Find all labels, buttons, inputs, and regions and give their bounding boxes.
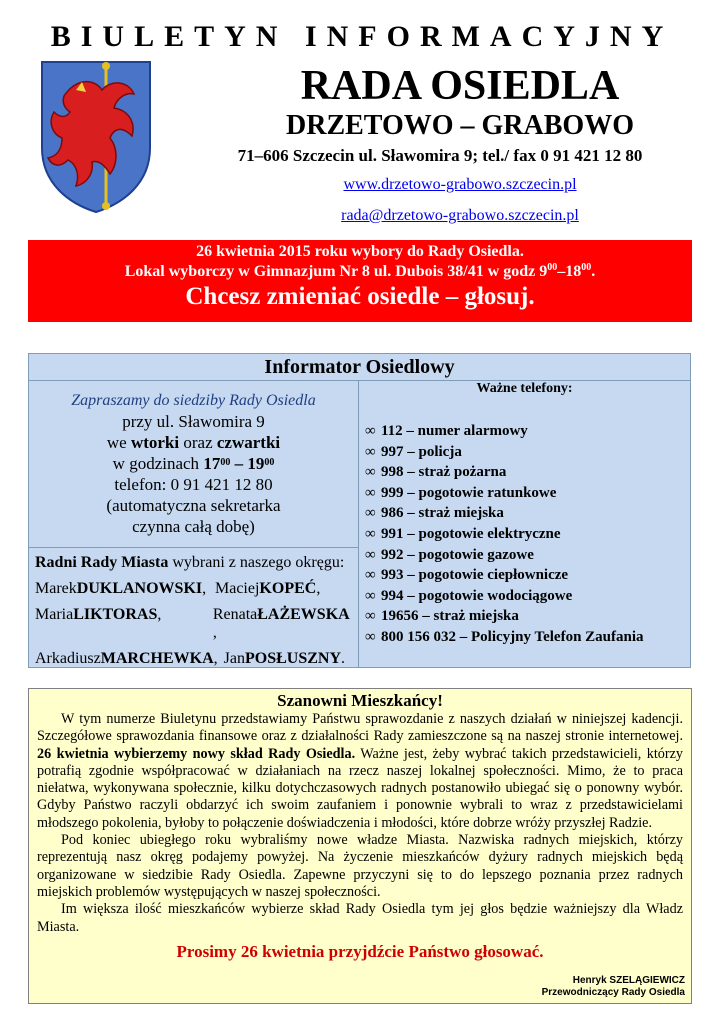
days-mid: oraz (179, 433, 217, 452)
councillor-row (35, 650, 352, 668)
councillors-heading-bold: Radni Rady Miasta (35, 554, 169, 571)
signature-name: Henryk SZELĄGIEWICZ (572, 975, 685, 986)
election-date-line: 26 kwietnia 2015 roku wybory do Rady Osiedla. (196, 243, 524, 260)
phone-item: ∞ 993 – pogotowie ciepłownicze (365, 565, 690, 586)
letter-salutation: Szanowni Mieszkańcy! (277, 691, 443, 710)
phone-item: ∞ 986 – straż miejska (365, 503, 690, 524)
polling-station-text: Lokal wyborczy w Gimnazjum Nr 8 ul. Dubois 38/41 w godz 9 (124, 263, 548, 280)
councillor-row (35, 580, 352, 598)
infinity-bullet-icon: ∞ (365, 587, 376, 604)
hour-dash: – (230, 454, 248, 473)
councillors-heading-rest: wybrani z naszego okręgu: (168, 554, 345, 571)
councillor-name: MarekDUKLANOWSKI, (35, 580, 207, 597)
infinity-bullet-icon: ∞ (365, 567, 376, 584)
hour-to-sup: 00 (264, 457, 275, 468)
infinity-bullet-icon: ∞ (365, 608, 376, 625)
office-invitation: Zapraszamy do siedziby Rady Osiedla (71, 392, 316, 409)
phone-item: ∞ 112 – numer alarmowy (365, 421, 690, 442)
contact-address: 71–606 Szczecin ul. Sławomira 9; tel./ fax 0 91 421 12 80 (237, 146, 643, 165)
election-banner (28, 240, 692, 322)
signature-block (542, 975, 685, 999)
p1-text-b: Ważne jest, żeby wybrać takich przedstawicieli, którzy potrafią zgodnie współpracować w działaniach na rzecz naszej lokalnej społeczności. Mimo, że to praca niełatwa, wykonywana społecznie, kilku dotychczasowych radnych postanowiło ubiegać się o ponowny wybór. Gdyby Państwo raczyli obdarzyć ich swoim zaufaniem i ponownie wybrali to wraz z przedstawicielami młodszego pokolenia, byłoby to połączenie doświadczenia i młodości, które dobrze wróży przyszłej Radzie. (37, 745, 683, 831)
informer-right-column (359, 380, 690, 667)
hour-sup: 00 (581, 262, 592, 273)
hour-from-sup: 00 (220, 457, 231, 468)
infinity-bullet-icon: ∞ (365, 505, 376, 522)
councillor-name: ArkadiuszMARCHEWKA, (35, 650, 218, 667)
signature-role: Przewodniczący Rady Osiedla (541, 987, 685, 998)
letter-closing-appeal: Prosimy 26 kwietnia przyjdźcie Państwo głosować. (176, 941, 544, 961)
office-street: przy ul. Sławomira 9 (122, 412, 265, 431)
hour-from: 17 (203, 454, 221, 473)
councillor-name: JanPOSŁUSZNY. (223, 650, 346, 667)
infinity-bullet-icon: ∞ (365, 423, 376, 439)
phones-title: Ważne telefony: (476, 381, 573, 396)
office-days (29, 432, 358, 453)
residents-letter (28, 688, 692, 1004)
councillor-row (35, 606, 352, 642)
p1-bold: 26 kwietnia wybierzemy nowy skład Rady Osiedla. (37, 745, 356, 762)
hour-end: –18 (557, 263, 582, 280)
phone-item: ∞ 991 – pogotowie elektryczne (365, 524, 690, 545)
estate-name: DRZETOWO – GRABOWO (286, 110, 634, 141)
office-hours-block (29, 380, 358, 548)
polling-station-line (28, 263, 692, 281)
infinity-bullet-icon: ∞ (365, 546, 376, 563)
letter-paragraph-2: Pod koniec ubiegłego roku wybraliśmy nowe władze Miasta. Nazwiska radnych miejskich, którzy reprezentują nasz okręg podajemy powyżej. Na życzenie mieszkańców dyżury radnych miejskich będą organizowane w siedzibie Rady Osiedla. Zapewne przyczyni się to do lepszego poznania przez radnych miejskich problemów występujących w naszej społeczności. (37, 832, 683, 900)
informer-left-column (29, 380, 359, 667)
office-note-2: czynna całą dobę) (132, 517, 255, 536)
website-link[interactable]: www.drzetowo-grabowo.szczecin.pl (343, 176, 577, 193)
city-councillors-block (29, 548, 358, 668)
phone-item: ∞ 997 – policja (365, 442, 690, 463)
councillor-name: MariaLIKTORAS, (35, 606, 162, 623)
hour-to: 19 (247, 454, 265, 473)
estate-informer-box (28, 353, 691, 668)
office-note-1: (automatyczna sekretarka (106, 496, 281, 515)
council-title: RADA OSIEDLA (300, 63, 620, 109)
office-hours (29, 453, 358, 474)
phone-item: ∞ 800 156 032 – Policyjny Telefon Zaufania (365, 627, 690, 648)
letter-paragraph-3: Im większa ilość mieszkańców wybierze skład Rady Osiedla tym jej głos będzie ważniejszy dla Władz Miasta. (37, 901, 683, 935)
days-pre: we (106, 433, 131, 452)
bulletin-masthead: BIULETYN INFORMACYJNY (50, 20, 674, 53)
infinity-bullet-icon: ∞ (365, 484, 376, 501)
hours-pre: w godzinach (112, 454, 204, 473)
phone-item: ∞ 999 – pogotowie ratunkowe (365, 483, 690, 504)
p1-text-a: W tym numerze Biuletynu przedstawiamy Państwu sprawozdanie z naszych działań w niniejszej kadencji. Szczegółowe sprawozdania finansowe oraz z działalności Rady zamieszczone są na naszej stronie internetowej. (37, 711, 683, 745)
phone-item: ∞ 19656 – straż miejska (365, 606, 690, 627)
office-phone: telefon: 0 91 421 12 80 (114, 475, 273, 494)
emergency-phone-list (359, 421, 690, 648)
infinity-bullet-icon: ∞ (365, 525, 376, 542)
phone-item: ∞ 994 – pogotowie wodociągowe (365, 586, 690, 607)
email-link[interactable]: rada@drzetowo-grabowo.szczecin.pl (341, 207, 579, 224)
councillor-name: MaciejKOPEĆ, (215, 580, 321, 597)
councillor-name: RenataŁAŻEWSKA, (212, 606, 350, 641)
infinity-bullet-icon: ∞ (365, 443, 376, 460)
letter-paragraph-1 (37, 711, 683, 832)
informer-title: Informator Osiedlowy (29, 354, 690, 381)
phone-item: ∞ 992 – pogotowie gazowe (365, 545, 690, 566)
infinity-bullet-icon: ∞ (365, 464, 376, 481)
phone-item: ∞ 998 – straż pożarna (365, 462, 690, 483)
vote-slogan: Chcesz zmieniać osiedle – głosuj. (185, 283, 535, 310)
councillors-heading (35, 554, 352, 572)
day-thursday: czwartki (216, 433, 281, 452)
coat-of-arms-griffin (36, 56, 156, 216)
day-tuesday: wtorki (130, 433, 180, 452)
line-end: . (591, 263, 596, 280)
hour-sup: 00 (547, 262, 558, 273)
infinity-bullet-icon: ∞ (365, 628, 376, 645)
